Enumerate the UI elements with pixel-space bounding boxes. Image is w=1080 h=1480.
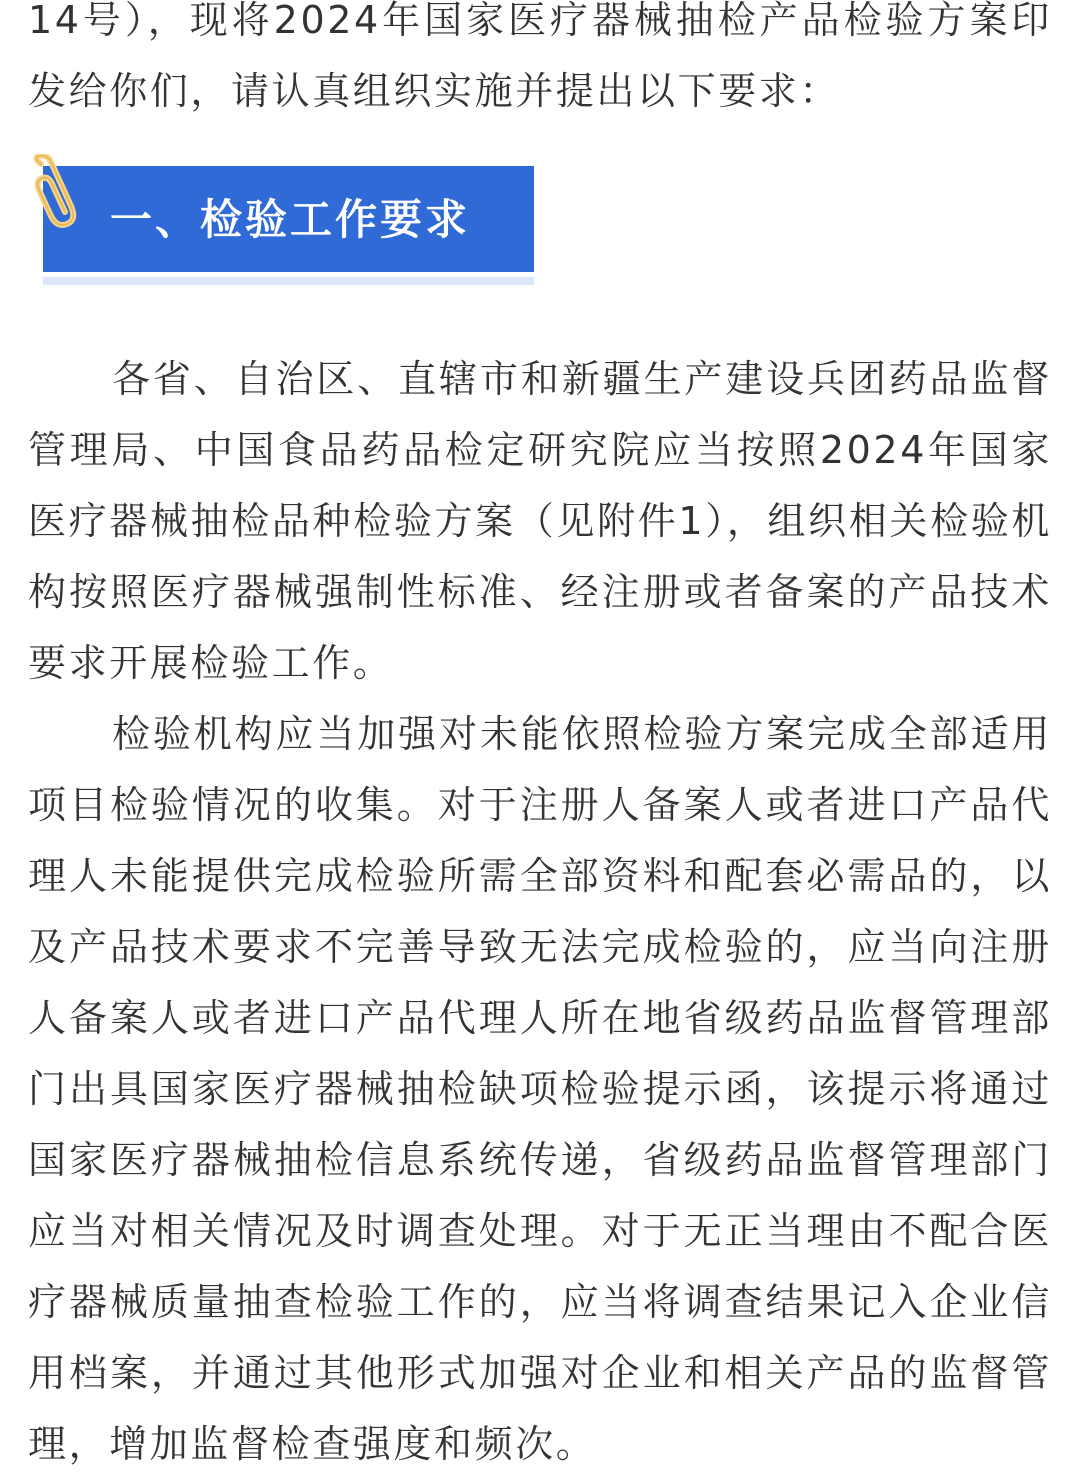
section-heading xyxy=(28,141,1052,344)
article-body xyxy=(28,0,1052,1480)
paperclip-icon xyxy=(29,154,85,236)
body-paragraph-1: 各省、自治区、直辖市和新疆生产建设兵团药品监督管理局、中国食品药品检定研究院应当按照2024年国家医疗器械抽检品种检验方案（见附件1），组织相关检验机构按照医疗器械强制性标准、经注册或者备案的产品技术要求开展检验工作。 xyxy=(28,357,1052,685)
body-paragraph-2: 检验机构应当加强对未能依照检验方案完成全部适用项目检验情况的收集。对于注册人备案人或者进口产品代理人未能提供完成检验所需全部资料和配套必需品的，以及产品技术要求不完善导致无法完成检验的，应当向注册人备案人或者进口产品代理人所在地省级药品监督管理部门出具国家医疗器械抽检缺项检验提示函，该提示将通过国家医疗器械抽检信息系统传递，省级药品监督管理部门应当对相关情况及时调查处理。对于无正当理由不配合医疗器械质量抽查检验工作的，应当将调查结果记入企业信用档案，并通过其他形式加强对企业和相关产品的监督管理，增加监督检查强度和频次。 xyxy=(28,712,1052,1466)
section-heading-title: 一、检验工作要求 xyxy=(110,195,471,244)
intro-paragraph-tail: 14号），现将2024年国家医疗器械抽检产品检验方案印发给你们，请认真组织实施并提出以下要求： xyxy=(28,0,1052,113)
section-heading-underline xyxy=(43,277,534,285)
